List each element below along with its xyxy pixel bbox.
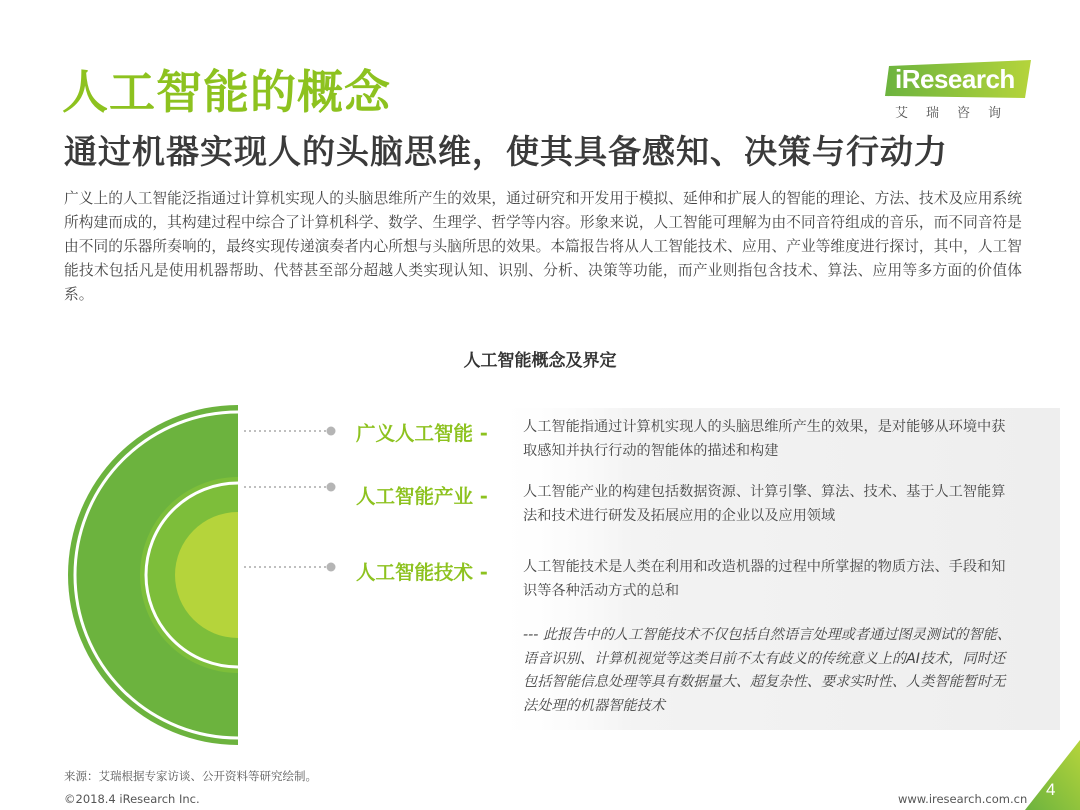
desc-ai-industry: 人工智能产业的构建包括数据资源、计算引擎、算法、技术、基于人工智能算法和技术进行研发及拓展应用的企业以及应用领域 [523, 484, 1006, 524]
connector-broad-ai [244, 427, 336, 436]
connector-ai-technology [244, 563, 336, 572]
term-ai-industry: 人工智能产业 - [356, 485, 488, 508]
copyright: ©2018.4 iResearch Inc. [64, 792, 200, 806]
desc-ai-technology: 人工智能技术是人类在利用和改造机器的过程中所掌握的物质方法、手段和知识等各种活动方式的总和 [523, 559, 1006, 599]
connector-ai-industry [244, 483, 336, 492]
term-broad-ai: 广义人工智能 - [356, 422, 488, 445]
page-title: 人工智能的概念 [62, 65, 391, 119]
website-link[interactable]: www.iresearch.com.cn [898, 792, 1028, 806]
page-subtitle: 通过机器实现人的头脑思维，使其具备感知、决策与行动力 [64, 132, 948, 171]
term-ai-technology: 人工智能技术 - [356, 561, 488, 584]
source-note: 来源：艾瑞根据专家访谈、公开资料等研究绘制。 [64, 769, 317, 783]
page-number: 4 [1046, 780, 1056, 799]
iresearch-logo [885, 60, 1035, 130]
logo-word: iResearch [895, 64, 1015, 94]
desc-broad-ai: 人工智能指通过计算机实现人的头脑思维所产生的效果，是对能够从环境中获取感知并执行行动的智能体的描述和构建 [523, 419, 1006, 459]
logo-subtext: 艾瑞咨询 [895, 106, 1020, 121]
diagram-note: --- 此报告中的人工智能技术不仅包括自然语言处理或者通过图灵测试的智能、语音识别、计算机视觉等这类目前不太有歧义的传统意义上的AI技术，同时还包括智能信息处理等具有数据量大、超复杂性、要求实时性、人类智能暂时无法处理的机器智能技术 [523, 627, 1012, 714]
intro-paragraph: 广义上的人工智能泛指通过计算机实现人的头脑思维所产生的效果，通过研究和开发用于模拟、延伸和扩展人的智能的理论、方法、技术及应用系统所构建而成的，其构建过程中综合了计算机科学、数学、生理学、哲学等内容。形象来说，人工智能可理解为由不同音符组成的音乐，而不同音符是由不同的乐器所奏响的，最终实现传递演奏者内心所想与头脑所思的效果。本篇报告将从人工智能技术、应用、产业等维度进行探讨，其中，人工智能技术包括凡是使用机器帮助、代替甚至部分超越人类实现认知、识别、分析、决策等功能，而产业则指包含技术、算法、应用等多方面的价值体系。 [64, 190, 1022, 303]
diagram-title: 人工智能概念及界定 [463, 351, 617, 371]
